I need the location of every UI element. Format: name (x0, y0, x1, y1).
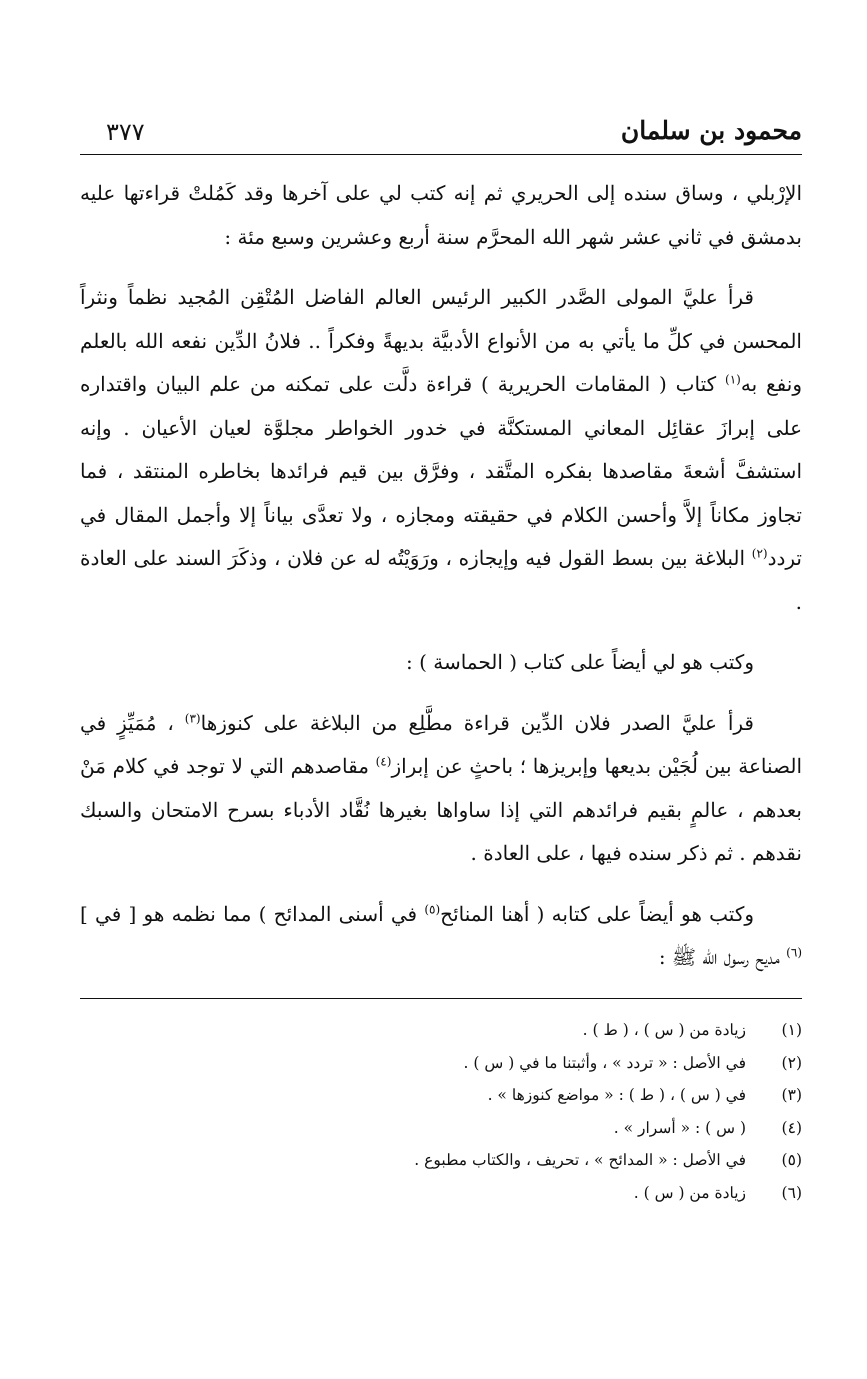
paragraph-madaih-intro (80, 893, 802, 980)
footnote-text: زيادة من ( س ) ، ( ط ) . (582, 1021, 746, 1039)
footnote-ref-4: (٤) (375, 754, 392, 769)
footnote-number: (٢) (781, 1053, 802, 1072)
paragraph-maqamat-certificate (80, 276, 802, 624)
footnote-ref-2: (٢) (751, 546, 768, 561)
running-title: محمود بن سلمان (620, 116, 802, 145)
footnote-text: ( س ) : « أسرار » . (613, 1118, 746, 1137)
footnote-text: في الأصل : « تردد » ، وأثبتنا ما في ( س ) . (463, 1053, 746, 1072)
footnote-3 (80, 1079, 802, 1112)
paragraph-text: وكتب هو أيضاً على كتابه ( أهنا المنائح (440, 901, 754, 926)
paragraph-text: قرأ عليَّ المولى الصَّدر الكبير الرئيس العالم الفاضل المُتْقِن المُجيد نظماً ونثراً المحسن في كلِّ ما يأتي به من الأنواع الأدبيَّة بديهةً وفكراً .. فلانُ الدِّين نفعه الله بالعلم ونفع به (80, 285, 802, 396)
paragraph-continuation: الإرْبلي ، وساق سنده إلى الحريري ثم إنه كتب لي على آخرها وقد كَمُلتْ قراءتها عليه بدمشق في ثاني عشر شهر الله المحرَّم سنة أربع وعشرين وسبع مئة : (80, 181, 802, 249)
paragraph-text: قرأ عليَّ الصدر فلان الدِّين قراءة مطَّلِع من البلاغة على كنوزها (200, 710, 754, 735)
page-number: ٣٧٧ (106, 118, 145, 146)
paragraph-text: مقاصدهم التي لا توجد في كلام مَنْ بعدهم ، عالمٍ بقيم فرائدهم التي إذا ساواها بغيرها نُقَّاد الأدباء بسرح الامتحان والسبك نقدهم . ثم ذكر سنده فيها ، على العادة . (80, 754, 802, 865)
footnote-ref-5: (٥) (424, 901, 441, 916)
footnote-ref-3: (٣) (184, 710, 201, 725)
footnote-number: (١) (781, 1021, 802, 1039)
footnote-6 (80, 1177, 802, 1210)
footnote-rule (80, 998, 802, 999)
header-rule (80, 154, 802, 155)
paragraph-hamasa-intro: وكتب هو لي أيضاً على كتاب ( الحماسة ) : (405, 650, 754, 674)
page-header (80, 112, 802, 150)
footnote-number: (٣) (781, 1086, 802, 1104)
footnote-4 (80, 1112, 802, 1145)
footnote-text: زيادة من ( س ) . (633, 1183, 746, 1202)
footnote-1 (80, 1014, 802, 1047)
footnote-number: (٦) (781, 1183, 802, 1202)
paragraph-hamasa-certificate (80, 702, 802, 876)
paragraph-text: ، مُمَيِّزٍ في الصناعة بين لُجَيْن بديعها وإبريزها ؛ باحثٍ عن إبراز (80, 710, 803, 778)
footnotes (80, 1014, 802, 1209)
footnote-text: في ( س ) ، ( ط ) : « مواضع كنوزها » . (487, 1086, 746, 1104)
main-text (80, 172, 802, 980)
footnote-text: في الأصل : « المدائح » ، تحريف ، والكتاب مطبوع . (414, 1151, 746, 1169)
paragraph-text: البلاغة بين بسط القول فيه وإيجازه ، ورَوَيْتُه له عن فلان ، وذكَرَ السند على العادة . (80, 546, 802, 614)
footnote-5 (80, 1144, 802, 1177)
footnote-2 (80, 1047, 802, 1080)
paragraph-text: مديح رسول الله ﷺ : (658, 945, 787, 969)
footnote-number: (٥) (781, 1151, 802, 1169)
footnote-ref-1: (١) (725, 372, 741, 387)
footnote-ref-6: (٦) (786, 945, 802, 960)
footnote-number: (٤) (781, 1118, 802, 1137)
paragraph-text: كتاب ( المقامات الحريرية ) قراءة دلَّت على تمكنه من علم البيان واقتداره على إبرازَ عقائِل المعاني المستكنَّة في خدور الخواطر مجلوَّة لعيان الأعيان . وإنه استشفَّ أشعةَ مقاصدها بفكره المتَّقد ، وفرَّق بين قيم فرائدها بخاطره المنتقد ، فما تجاوز مكاناً إلاَّ وأحسن الكلام في حقيقته ومجازه ، ولا تعدَّى بياناً إلا وأجمل المقال في تردد (80, 372, 802, 570)
paragraph-text: في أسنى المدائح ) مما نظمه هو [ في ] (80, 901, 425, 926)
